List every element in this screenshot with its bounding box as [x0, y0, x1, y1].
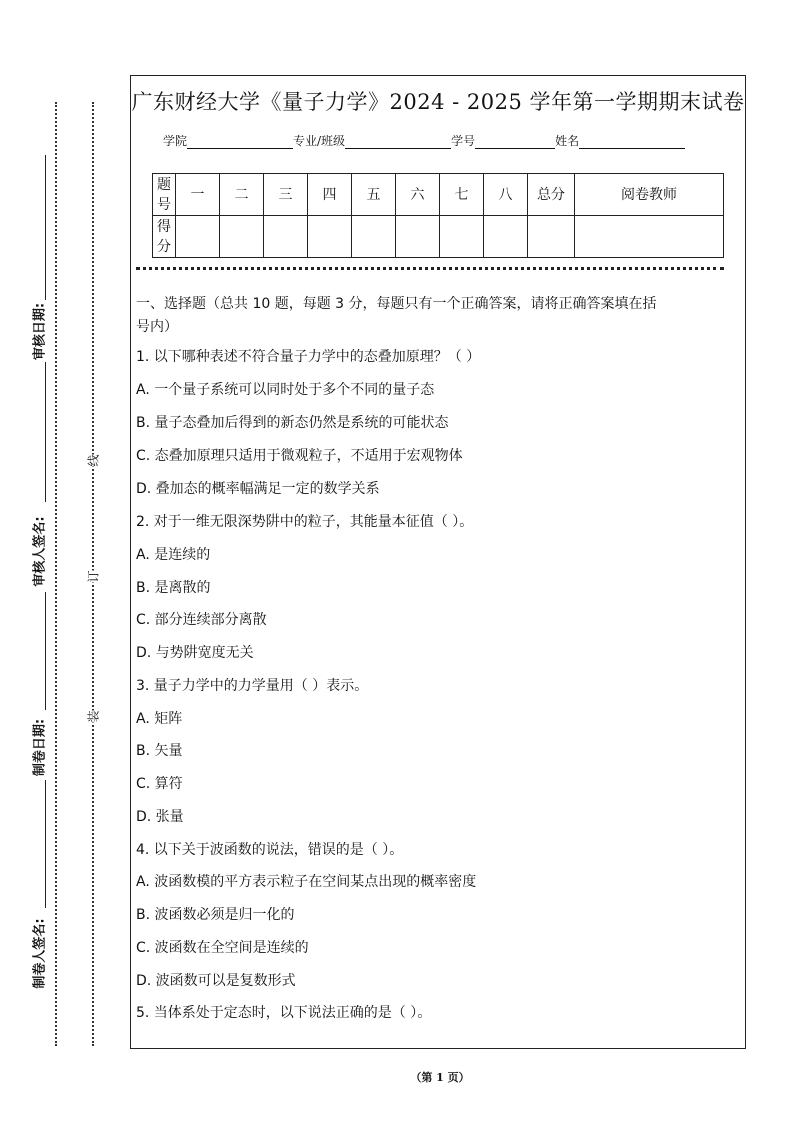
compile-date-label: 制卷日期: — [32, 718, 48, 777]
reviewer-signature-label: 审核人签名: — [32, 516, 48, 587]
score-cell[interactable] — [308, 216, 352, 258]
answer-option: D. 波函数可以是复数形式 — [136, 973, 296, 989]
answer-option: D. 张量 — [136, 809, 184, 825]
question-text: 3. 量子力学中的力学量用（ ）表示。 — [136, 678, 369, 694]
score-table — [152, 173, 724, 258]
table-header-cell: 六 — [396, 174, 440, 216]
table-header-cell: 阅卷教师 — [575, 174, 724, 216]
score-cell[interactable] — [484, 216, 528, 258]
answer-option: D. 与势阱宽度无关 — [136, 645, 254, 661]
table-header-cell: 三 — [264, 174, 308, 216]
field-label-college: 学院 — [163, 134, 188, 148]
field-label-name: 姓名 — [555, 134, 580, 148]
table-row-label: 得分 — [153, 216, 176, 258]
question-text: 2. 对于一维无限深势阱中的粒子，其能量本征值（ ）。 — [136, 514, 474, 530]
signature-line — [45, 155, 46, 300]
score-cell[interactable] — [352, 216, 396, 258]
table-header-cell: 七 — [440, 174, 484, 216]
score-cell[interactable] — [220, 216, 264, 258]
major-class-field[interactable] — [345, 134, 451, 149]
signature-line — [45, 780, 46, 908]
section-heading: 号内） — [136, 319, 178, 335]
answer-option: A. 波函数模的平方表示粒子在空间某点出现的概率密度 — [136, 874, 477, 890]
answer-option: A. 一个量子系统可以同时处于多个不同的量子态 — [136, 382, 435, 398]
table-header-cell: 五 — [352, 174, 396, 216]
table-header-cell: 总分 — [528, 174, 575, 216]
question-text: 5. 当体系处于定态时，以下说法正确的是（ ）。 — [136, 1005, 432, 1021]
score-cell[interactable] — [396, 216, 440, 258]
student-id-field[interactable] — [475, 134, 555, 149]
table-header-cell: 题号 — [153, 174, 176, 216]
binding-dotted-line — [55, 102, 57, 1046]
student-info-fields — [163, 132, 685, 149]
field-label-id: 学号 — [451, 134, 476, 148]
table-header-cell: 四 — [308, 174, 352, 216]
score-cell[interactable] — [176, 216, 220, 258]
answer-option: C. 算符 — [136, 776, 183, 792]
section-heading: 一、选择题（总共 10 题，每题 3 分，每题只有一个正确答案，请将正确答案填在括 — [136, 296, 657, 312]
score-cell[interactable] — [575, 216, 724, 258]
binding-mark-bind: 装 — [86, 710, 101, 723]
signature-line — [45, 592, 46, 710]
signature-line — [45, 362, 46, 502]
answer-option: C. 部分连续部分离散 — [136, 612, 267, 628]
answer-option: B. 是离散的 — [136, 580, 211, 596]
table-header-cell: 一 — [176, 174, 220, 216]
review-date-label: 审核日期: — [32, 302, 48, 361]
answer-option: A. 是连续的 — [136, 547, 211, 563]
college-field[interactable] — [187, 134, 293, 149]
table-header-cell: 二 — [220, 174, 264, 216]
score-cell[interactable] — [528, 216, 575, 258]
binding-mark-line: 线 — [86, 454, 101, 467]
exam-title: 广东财经大学《量子力学》2024 - 2025 学年第一学期期末试卷 — [131, 90, 745, 114]
field-label-major: 专业/班级 — [293, 134, 346, 148]
answer-option: B. 波函数必须是归一化的 — [136, 907, 295, 923]
compiler-signature-label: 制卷人签名: — [32, 918, 48, 989]
table-header-cell: 八 — [484, 174, 528, 216]
score-cell[interactable] — [264, 216, 308, 258]
dotted-separator — [136, 267, 724, 270]
answer-option: A. 矩阵 — [136, 711, 183, 727]
answer-option: C. 波函数在全空间是连续的 — [136, 940, 309, 956]
question-text: 4. 以下关于波函数的说法，错误的是（ ）。 — [136, 842, 404, 858]
answer-option: D. 叠加态的概率幅满足一定的数学关系 — [136, 481, 380, 497]
answer-option: B. 量子态叠加后得到的新态仍然是系统的可能状态 — [136, 415, 449, 431]
table-row-header — [153, 174, 724, 216]
question-text: 1. 以下哪种表述不符合量子力学中的态叠加原理？（ ） — [136, 349, 481, 365]
table-row-score — [153, 216, 724, 258]
score-cell[interactable] — [440, 216, 484, 258]
answer-option: C. 态叠加原理只适用于微观粒子，不适用于宏观物体 — [136, 448, 463, 464]
binding-mark-staple: 订 — [86, 570, 101, 583]
name-field[interactable] — [579, 134, 685, 149]
page-number: （第 1 页） — [410, 1071, 470, 1084]
answer-option: B. 矢量 — [136, 743, 183, 759]
